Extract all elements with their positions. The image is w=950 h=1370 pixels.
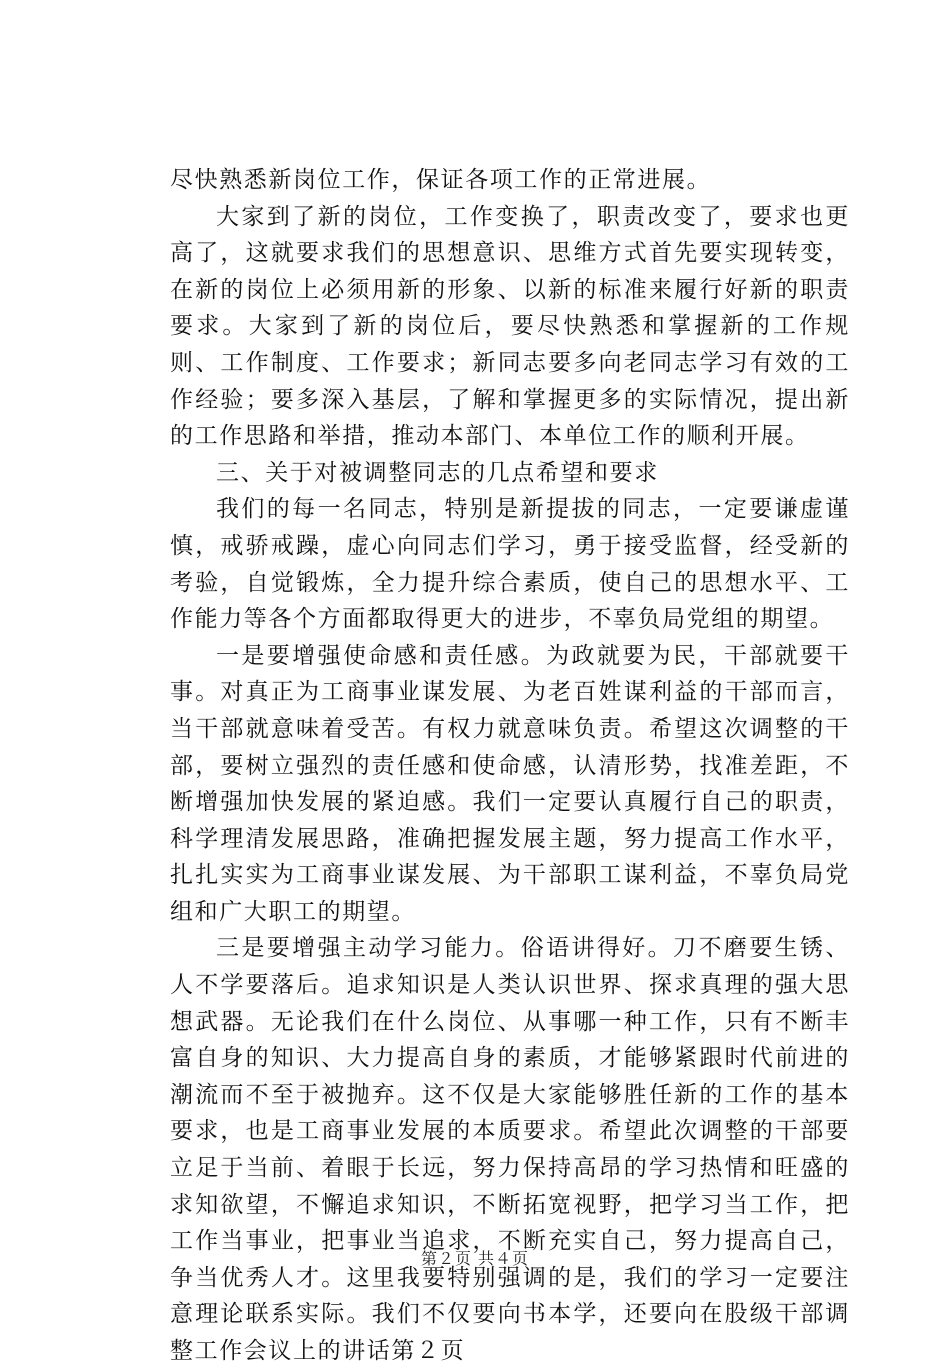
section-heading-3: 三、关于对被调整同志的几点希望和要求 — [216, 459, 659, 486]
document-body — [170, 162, 850, 1370]
paragraph-5: 一是要增强使命感和责任感。为政就要为民，干部就要干事。对真正为工商事业谋发展、为老百姓谋利益的干部而言，当干部就意味着受苦。有权力就意味负责。希望这次调整的干部，要树立强烈的责任感和使命感，认清形势，找准差距，不断增强加快发展的紧迫感。我们一定要认真履行自己的职责，科学理清发展思路，准确把握发展主题，努力提高工作水平，扎扎实实为工商事业谋发展、为干部职工谋利益，不辜负局党组和广大职工的期望。 — [170, 642, 850, 925]
paragraph-6: 三是要增强主动学习能力。俗语讲得好。刀不磨要生锈、人不学要落后。追求知识是人类认识世界、探求真理的强大思想武器。无论我们在什么岗位、从事哪一种工作，只有不断丰富自身的知识、大力提高自身的素质，才能够紧跟时代前进的潮流而不至于被抛弃。这不仅是大家能够胜任新的工作的基本要求，也是工商事业发展的本质要求。希望此次调整的干部要立足于当前、着眼于长远，努力保持高昂的学习热情和旺盛的求知欲望，不懈追求知识，不断拓宽视野，把学习当工作，把工作当事业，把事业当追求，不断充实自己，努力提高自己，争当优秀人才。这里我要特别强调的是，我们的学习一定要注意理论联系实际。我们不仅要向书本学，还要向在股级干部调整工作会议上的讲话第２页 — [170, 935, 850, 1364]
paragraph-4: 我们的每一名同志，特别是新提拔的同志，一定要谦虚谨慎，戒骄戒躁，虚心向同志们学习，勇于接受监督，经受新的考验，自觉锻炼，全力提升综合素质，使自己的思想水平、工作能力等各个方面都取得更大的进步，不辜负局党组的期望。 — [170, 496, 850, 633]
page-number-footer: 第２页 共４页 — [420, 1249, 530, 1268]
paragraph-2: 大家到了新的岗位，工作变换了，职责改变了，要求也更高了，这就要求我们的思想意识、思维方式首先要实现转变，在新的岗位上必须用新的形象、以新的标准来履行好新的职责要求。大家到了新的岗位后，要尽快熟悉和掌握新的工作规则、工作制度、工作要求；新同志要多向老同志学习有效的工作经验；要多深入基层，了解和掌握更多的实际情况，提出新的工作思路和举措，推动本部门、本单位工作的顺利开展。 — [170, 203, 850, 450]
paragraph-1: 尽快熟悉新岗位工作，保证各项工作的正常进展。 — [170, 167, 712, 193]
